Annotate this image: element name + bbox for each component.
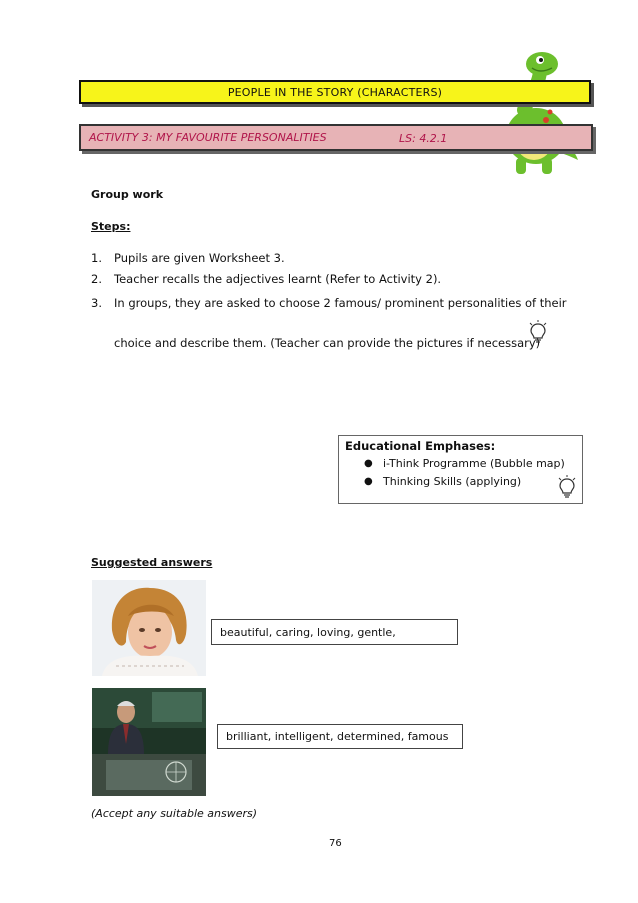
suggested-answers-heading: Suggested answers <box>91 556 213 569</box>
step-number: 2. <box>91 272 102 286</box>
learning-standard: LS: 4.2.1 <box>399 132 448 145</box>
answer-box <box>217 724 463 749</box>
step-number: 3. <box>91 296 102 310</box>
accept-note: (Accept any suitable answers) <box>91 807 258 820</box>
step-text: Teacher recalls the adjectives learnt (Refer to Activity 2). <box>114 272 442 286</box>
personality-photo-woman <box>92 580 206 676</box>
step-text-continued: choice and describe them. (Teacher can provide the pictures if necessary) <box>114 336 541 350</box>
emphasis-item: i-Think Programme (Bubble map) <box>383 457 565 470</box>
answer-box <box>211 619 458 645</box>
emphasis-item: Thinking Skills (applying) <box>383 475 522 488</box>
group-work-heading: Group work <box>91 188 164 201</box>
activity-title: ACTIVITY 3: MY FAVOURITE PERSONALITIES <box>89 131 327 144</box>
bullet-icon: ● <box>364 458 373 469</box>
step-text: Pupils are given Worksheet 3. <box>114 251 285 265</box>
educational-emphases-box <box>338 435 583 504</box>
lightbulb-icon <box>528 320 548 344</box>
page-number: 76 <box>329 838 342 849</box>
personality-photo-man <box>92 688 206 796</box>
step-text: In groups, they are asked to choose 2 famous/ prominent personalities of their <box>114 296 567 310</box>
steps-heading: Steps: <box>91 220 131 233</box>
answer-text: brilliant, intelligent, determined, famous <box>226 730 449 743</box>
activity-bar <box>79 124 593 151</box>
section-title-bar <box>79 80 591 104</box>
step-number: 1. <box>91 251 102 265</box>
section-title: PEOPLE IN THE STORY (CHARACTERS) <box>227 85 443 99</box>
answer-text: beautiful, caring, loving, gentle, <box>220 625 396 639</box>
lightbulb-icon <box>557 474 577 500</box>
dinosaur-illustration <box>494 48 578 180</box>
emphases-title: Educational Emphases: <box>345 439 496 453</box>
bullet-icon: ● <box>364 476 373 487</box>
